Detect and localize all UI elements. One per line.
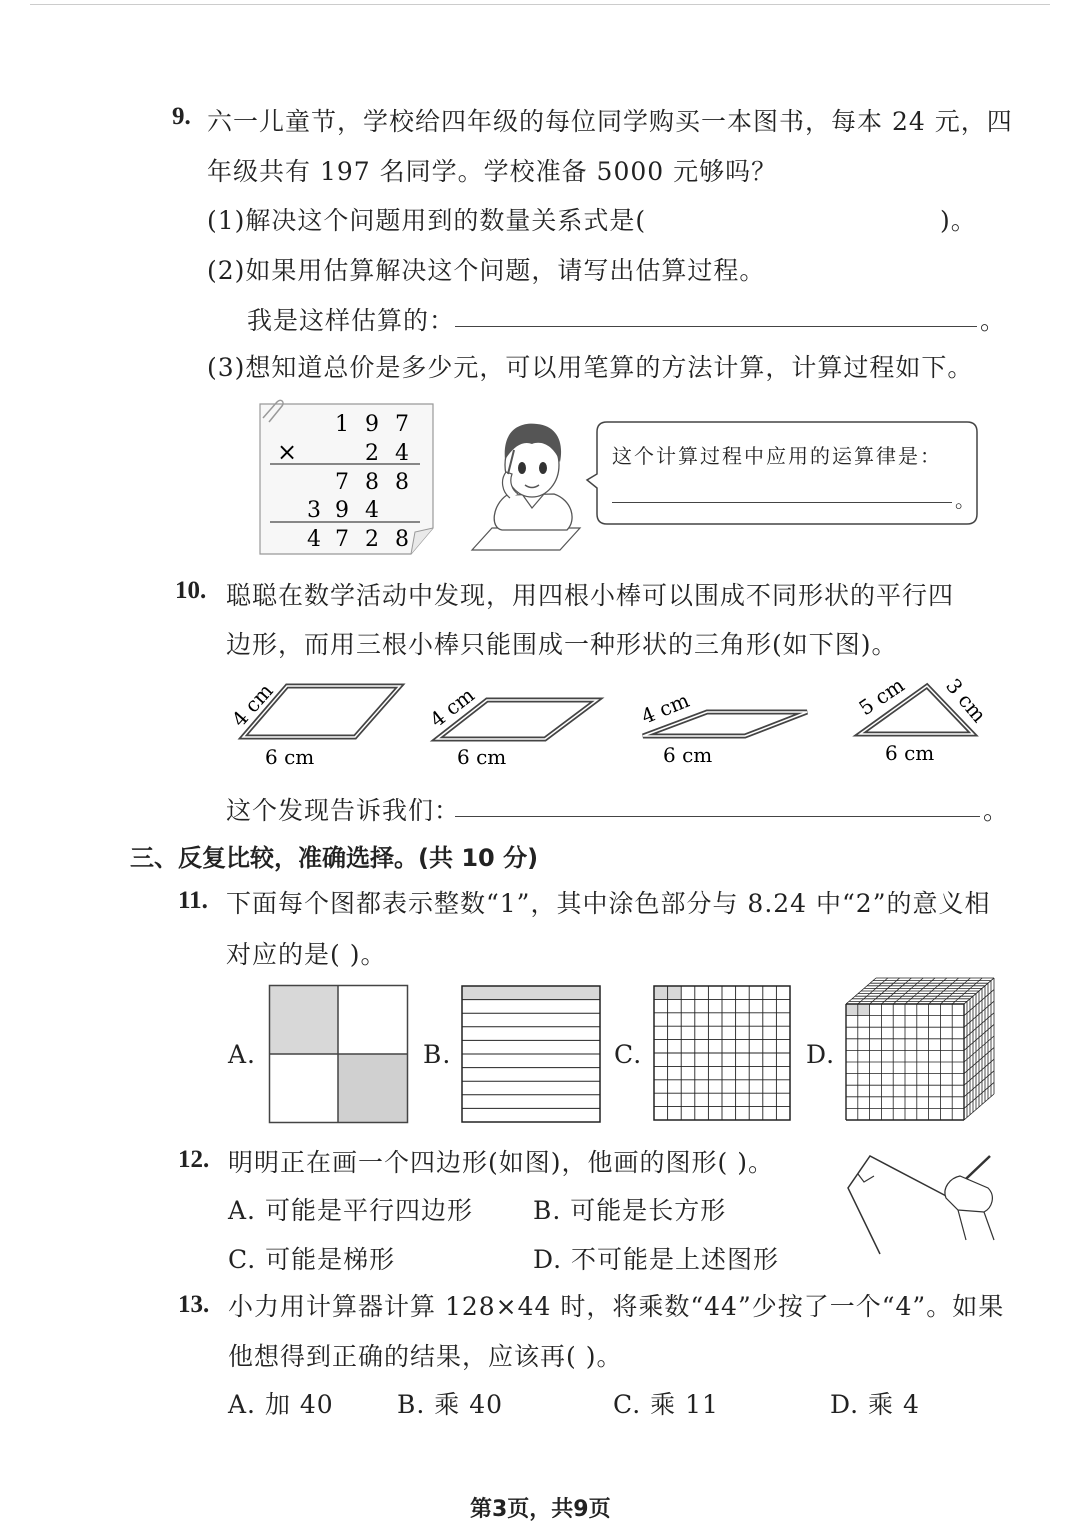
q12-line1: 明明正在画一个四边形(如图)，他画的图形( )。	[228, 1148, 774, 1177]
calc-r3-d1: 7	[335, 470, 349, 495]
q9-line2: 年级共有 197 名同学。学校准备 5000 元够吗？	[207, 157, 778, 186]
q9-sub1-end: )。	[940, 206, 977, 235]
q9-line1: 六一儿童节，学校给四年级的每位同学购买一本图书，每本 24 元，四	[207, 107, 1013, 136]
fig2-base-label: 6 cm	[457, 745, 507, 769]
q10-finding-end: 。	[983, 796, 1010, 825]
q9-estimate-label: 我是这样估算的：	[247, 306, 456, 335]
calc-r4-d3: 4	[365, 498, 379, 523]
bubble-text: 这个计算过程中应用的运算律是：	[612, 444, 942, 468]
q12-option-b[interactable]: B. 可能是长方形	[533, 1196, 727, 1225]
fig4-side2-label: 3 cm	[941, 673, 992, 727]
boy-illustration	[462, 410, 587, 555]
vertical-multiplication-card	[255, 396, 440, 562]
speech-bubble	[585, 418, 981, 528]
bubble-answer-blank[interactable]	[612, 502, 952, 503]
q10-finding-label: 这个发现告诉我们：	[226, 796, 461, 825]
calc-r3-d2: 8	[365, 470, 379, 495]
q10-number: 10.	[175, 577, 207, 604]
q13-option-b[interactable]: B. 乘 40	[397, 1390, 504, 1419]
drawing-hand-figure	[838, 1148, 1000, 1258]
q11-number: 11.	[178, 887, 208, 914]
top-rule	[30, 4, 1050, 5]
q10-line1: 聪聪在数学活动中发现，用四根小棒可以围成不同形状的平行四	[226, 581, 955, 610]
fig2-side-label: 4 cm	[425, 682, 479, 732]
q9-number: 9.	[172, 103, 191, 130]
q13-line1: 小力用计算器计算 128×44 时，将乘数“44”少按了一个“4”。如果	[228, 1292, 1005, 1321]
q12-option-c[interactable]: C. 可能是梯形	[228, 1245, 396, 1274]
calc-r5-d3: 2	[365, 527, 379, 552]
q12-option-d[interactable]: D. 不可能是上述图形	[533, 1245, 780, 1274]
calc-r4-d2: 9	[335, 498, 349, 523]
fig4-side-label: 5 cm	[854, 672, 909, 721]
calc-r1-d3: 7	[395, 412, 409, 437]
q9-sub3: (3)想知道总价是多少元，可以用笔算的方法计算，计算过程如下。	[207, 353, 974, 382]
q13-option-a[interactable]: A. 加 40	[228, 1390, 334, 1419]
sticks-figures	[225, 672, 1005, 777]
q11-option-a[interactable]: A.	[228, 1040, 257, 1069]
figure-b-tenths	[460, 984, 602, 1124]
q11-option-d[interactable]: D.	[806, 1040, 836, 1069]
q9-estimate-blank[interactable]	[455, 326, 977, 327]
figure-d-thousandths-cube	[844, 976, 996, 1124]
calc-r4-d1: 3	[307, 498, 321, 523]
q9-sub2: (2)如果用估算解决这个问题，请写出估算过程。	[207, 256, 766, 285]
q13-number: 13.	[178, 1291, 210, 1318]
calc-r5-d4: 8	[395, 527, 409, 552]
fig4-base-label: 6 cm	[885, 741, 935, 765]
q12-option-a[interactable]: A. 可能是平行四边形	[228, 1196, 473, 1225]
q9-sub1: (1)解决这个问题用到的数量关系式是(	[207, 206, 647, 235]
calc-r1-d2: 9	[365, 412, 379, 437]
calc-r2-d2: 4	[395, 441, 409, 466]
figure-a-quarters	[268, 984, 410, 1124]
page-footer: 第3页，共9页	[470, 1497, 611, 1522]
calc-times-sign: ×	[277, 438, 298, 466]
q11-option-c[interactable]: C.	[614, 1040, 643, 1069]
q11-line2: 对应的是( )。	[226, 940, 387, 969]
q12-number: 12.	[178, 1146, 210, 1173]
fig1-side-label: 4 cm	[226, 678, 278, 732]
q13-option-d[interactable]: D. 乘 4	[830, 1390, 920, 1419]
calc-r5-d1: 4	[307, 527, 321, 552]
q13-line2: 他想得到正确的结果，应该再( )。	[228, 1342, 623, 1371]
q10-finding-blank[interactable]	[455, 816, 980, 817]
calc-r3-d3: 8	[395, 470, 409, 495]
q11-option-b[interactable]: B.	[423, 1040, 452, 1069]
q13-option-c[interactable]: C. 乘 11	[613, 1390, 719, 1419]
figure-c-hundredths	[652, 984, 794, 1124]
calc-r2-d1: 2	[365, 441, 379, 466]
calc-r1-d1: 1	[335, 412, 349, 437]
q11-line1: 下面每个图都表示整数“1”，其中涂色部分与 8.24 中“2”的意义相	[226, 889, 991, 918]
fig3-side-label: 4 cm	[637, 687, 693, 729]
calc-r5-d2: 7	[335, 527, 349, 552]
q10-line2: 边形，而用三根小棒只能围成一种形状的三角形(如下图)。	[226, 630, 898, 659]
fig1-base-label: 6 cm	[265, 745, 315, 769]
fig3-base-label: 6 cm	[663, 743, 713, 767]
section3-title: 三、反复比较，准确选择。(共 10 分)	[130, 844, 539, 872]
q9-estimate-end: 。	[980, 306, 1007, 335]
bubble-end: 。	[955, 488, 975, 512]
